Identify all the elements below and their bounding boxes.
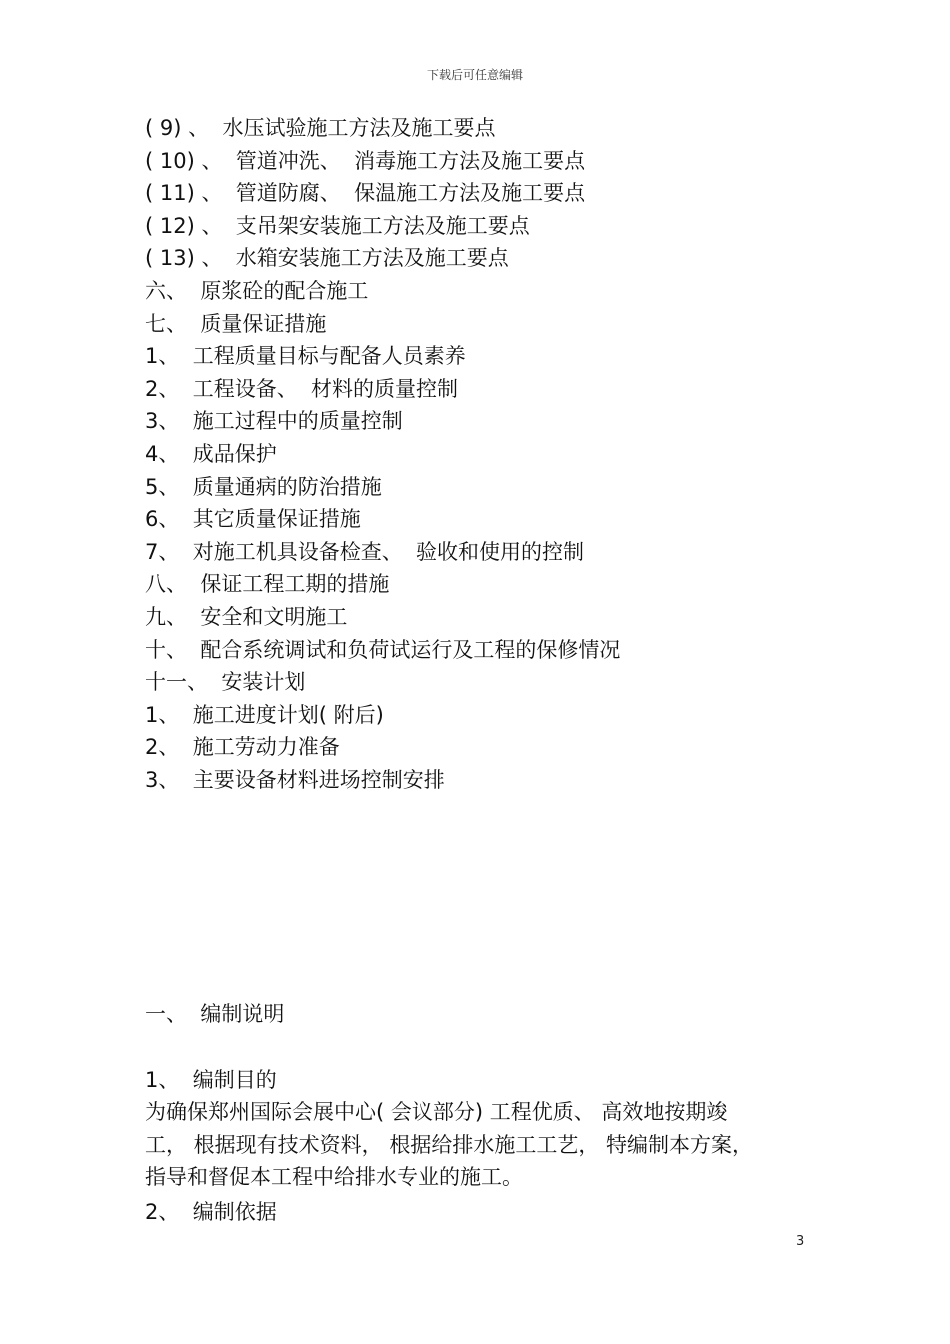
page-number: 3 xyxy=(796,1234,805,1249)
toc-item: 2、 工程设备、 材料的质量控制 xyxy=(145,376,459,401)
section-heading: 一、 编制说明 xyxy=(145,1002,285,1026)
toc-item: 六、 原浆砼的配合施工 xyxy=(145,278,369,303)
toc-item: ( 9) 、 水压试验施工方法及施工要点 xyxy=(145,116,496,140)
table-of-contents xyxy=(145,112,845,796)
toc-item: ( 13) 、 水箱安装施工方法及施工要点 xyxy=(145,246,509,271)
toc-item: 八、 保证工程工期的措施 xyxy=(145,572,390,597)
subsection-heading-purpose: 1、 编制目的 xyxy=(145,1068,277,1092)
toc-item: 1、 工程质量目标与配备人员素养 xyxy=(145,344,466,369)
paragraph-line: 为确保郑州国际会展中心( 会议部分) 工程优质、 高效地按期竣 xyxy=(145,1100,728,1124)
toc-item: 十一、 安装计划 xyxy=(145,670,306,695)
toc-item: 七、 质量保证措施 xyxy=(145,311,327,336)
toc-item: 6、 其它质量保证措施 xyxy=(145,507,361,532)
subsection-purpose xyxy=(145,1064,815,1228)
toc-item: 4、 成品保护 xyxy=(145,441,277,466)
section-compilation-notes xyxy=(145,998,815,1030)
toc-item: 十、 配合系统调试和负荷试运行及工程的保修情况 xyxy=(145,637,621,662)
toc-item: 7、 对施工机具设备检查、 验收和使用的控制 xyxy=(145,539,585,564)
toc-item: 5、 质量通病的防治措施 xyxy=(145,474,382,499)
toc-item: ( 10) 、 管道冲洗、 消毒施工方法及施工要点 xyxy=(145,148,586,173)
subsection-heading-basis: 2、 编制依据 xyxy=(145,1199,277,1224)
paragraph-line: 指导和督促本工程中给排水专业的施工。 xyxy=(145,1165,523,1190)
toc-item: 3、 施工过程中的质量控制 xyxy=(145,409,403,434)
toc-item: 2、 施工劳动力准备 xyxy=(145,735,340,760)
toc-item: ( 11) 、 管道防腐、 保温施工方法及施工要点 xyxy=(145,181,586,206)
paragraph-line: 工， 根据现有技术资料， 根据给排水施工工艺， 特编制本方案， xyxy=(145,1132,754,1157)
toc-item: 1、 施工进度计划( 附后) xyxy=(145,702,384,727)
toc-item: ( 12) 、 支吊架安装施工方法及施工要点 xyxy=(145,213,530,238)
toc-item: 九、 安全和文明施工 xyxy=(145,604,348,629)
header-note: 下载后可任意编辑 xyxy=(426,68,523,82)
toc-item: 3、 主要设备材料进场控制安排 xyxy=(145,767,445,792)
